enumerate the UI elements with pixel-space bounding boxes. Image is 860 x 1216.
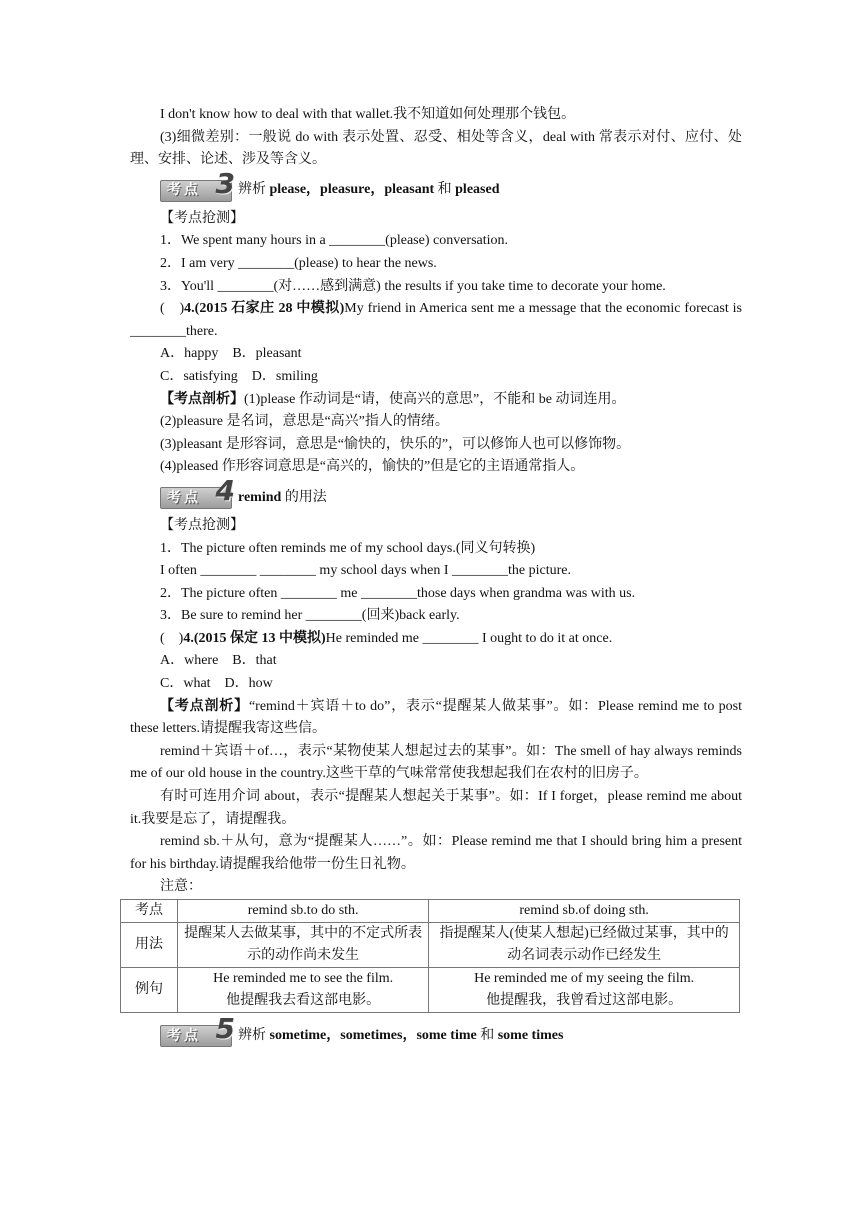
document-body [130, 104, 742, 1053]
question-2: 2．I am very ________(please) to hear the news. [160, 255, 437, 271]
section-title: 辨析 sometime，sometimes，some time 和 some times [238, 1027, 564, 1043]
analysis-1: 【考点剖析】(1)please 作动词是“请，使高兴的意思”，不能和 be 动词连用。 [160, 391, 626, 407]
table-row [121, 923, 740, 968]
table-cell: 用法 [121, 923, 178, 968]
kaodian-badge: 考点 3 [160, 180, 232, 202]
table-cell: remind sb.to do sth. [178, 900, 429, 923]
section-title: remind 的用法 [238, 489, 327, 505]
analysis-4: (4)pleased 作形容词意思是“高兴的，愉快的”但是它的主语通常指人。 [160, 459, 585, 475]
table-cell: He reminded me of my seeing the film. 他提醒我，我曾看过这部电影。 [429, 968, 740, 1013]
table-cell: 例句 [121, 968, 178, 1013]
analysis-2: (2)pleasure 是名词，意思是“高兴”指人的情绪。 [160, 414, 449, 430]
question-1: 1．The picture often reminds me of my school days.(同义句转换) [160, 540, 536, 556]
analysis-4: remind sb.＋从句，意为“提醒某人……”。如：Please remind me that I should bring him a present for his birthday.请提醒我给他带一份生日礼物。 [130, 834, 742, 872]
question-2: 2．The picture often ________ me ________those days when grandma was with us. [160, 585, 636, 601]
question-1-rewrite: I often ________ ________ my school days when I ________the picture. [160, 563, 571, 579]
options-cd: C．what D．how [160, 676, 273, 692]
question-4: ( )4.(2015 石家庄 28 中模拟)My friend in America sent me a message that the economic forecast is ________there. [130, 301, 742, 339]
badge-number: 5 [215, 1012, 235, 1045]
question-3: 3．You'll ________(对……感到满意) the results if you take time to decorate your home. [160, 278, 666, 294]
table-cell: 提醒某人去做某事，其中的不定式所表示的动作尚未发生 [178, 923, 429, 968]
question-4: ( )4.(2015 保定 13 中模拟)He reminded me ________ I ought to do it at once. [160, 630, 613, 646]
analysis-3: 有时可连用介词 about，表示“提醒某人想起关于某事”。如：If I forget，please remind me about it.我要是忘了，请提醒我。 [130, 789, 742, 827]
options-ab: A．where B．that [160, 653, 277, 669]
options-cd: C．satisfying D．smiling [160, 368, 318, 384]
section-title: 辨析 please，pleasure，pleasant 和 pleased [238, 182, 500, 198]
options-ab: A．happy B．pleasant [160, 346, 302, 362]
analysis-3: (3)pleasant 是形容词，意思是“愉快的，快乐的”，可以修饰人也可以修饰物。 [160, 436, 631, 452]
table-cell: 指提醒某人(使某人想起)已经做过某事，其中的动名词表示动作已经发生 [429, 923, 740, 968]
section-5-heading [160, 1012, 742, 1049]
test-label: 【考点抢测】 [160, 210, 244, 226]
comparison-table [120, 899, 740, 1013]
table-cell: 考点 [121, 900, 178, 923]
intro-example: I don't know how to deal with that wallet.我不知道如何处理那个钱包。 [160, 107, 576, 122]
badge-number: 4 [215, 473, 235, 507]
question-3: 3．Be sure to remind her ________(回来)back early. [160, 608, 460, 624]
question-1: 1．We spent many hours in a ________(please) conversation. [160, 233, 509, 249]
analysis-1: 【考点剖析】“remind＋宾语＋to do”，表示“提醒某人做某事”。如：Please remind me to post these letters.请提醒我寄这些信。 [130, 698, 743, 737]
table-row [121, 900, 740, 923]
note-label: 注意： [160, 879, 202, 895]
section-3-heading [160, 166, 742, 204]
kaodian-badge: 考点 5 [160, 1025, 232, 1047]
badge-number: 3 [215, 166, 235, 200]
table-cell: remind sb.of doing sth. [429, 900, 740, 923]
intro-nuance: (3)细微差别：一般说 do with 表示处置、忍受、相处等含义，deal with 常表示对付、应付、处理、安排、论述、涉及等含义。 [130, 129, 742, 168]
section-4-heading [160, 473, 742, 511]
table-cell: He reminded me to see the film. 他提醒我去看这部电影。 [178, 968, 429, 1013]
table-row [121, 968, 740, 1013]
analysis-2: remind＋宾语＋of…，表示“某物使某人想起过去的某事”。如：The smell of hay always reminds me of our old house in the country.这些干草的气味常常使我想起我们在农村的旧房子。 [130, 743, 742, 782]
test-label: 【考点抢测】 [160, 517, 244, 533]
kaodian-badge: 考点 4 [160, 487, 232, 509]
